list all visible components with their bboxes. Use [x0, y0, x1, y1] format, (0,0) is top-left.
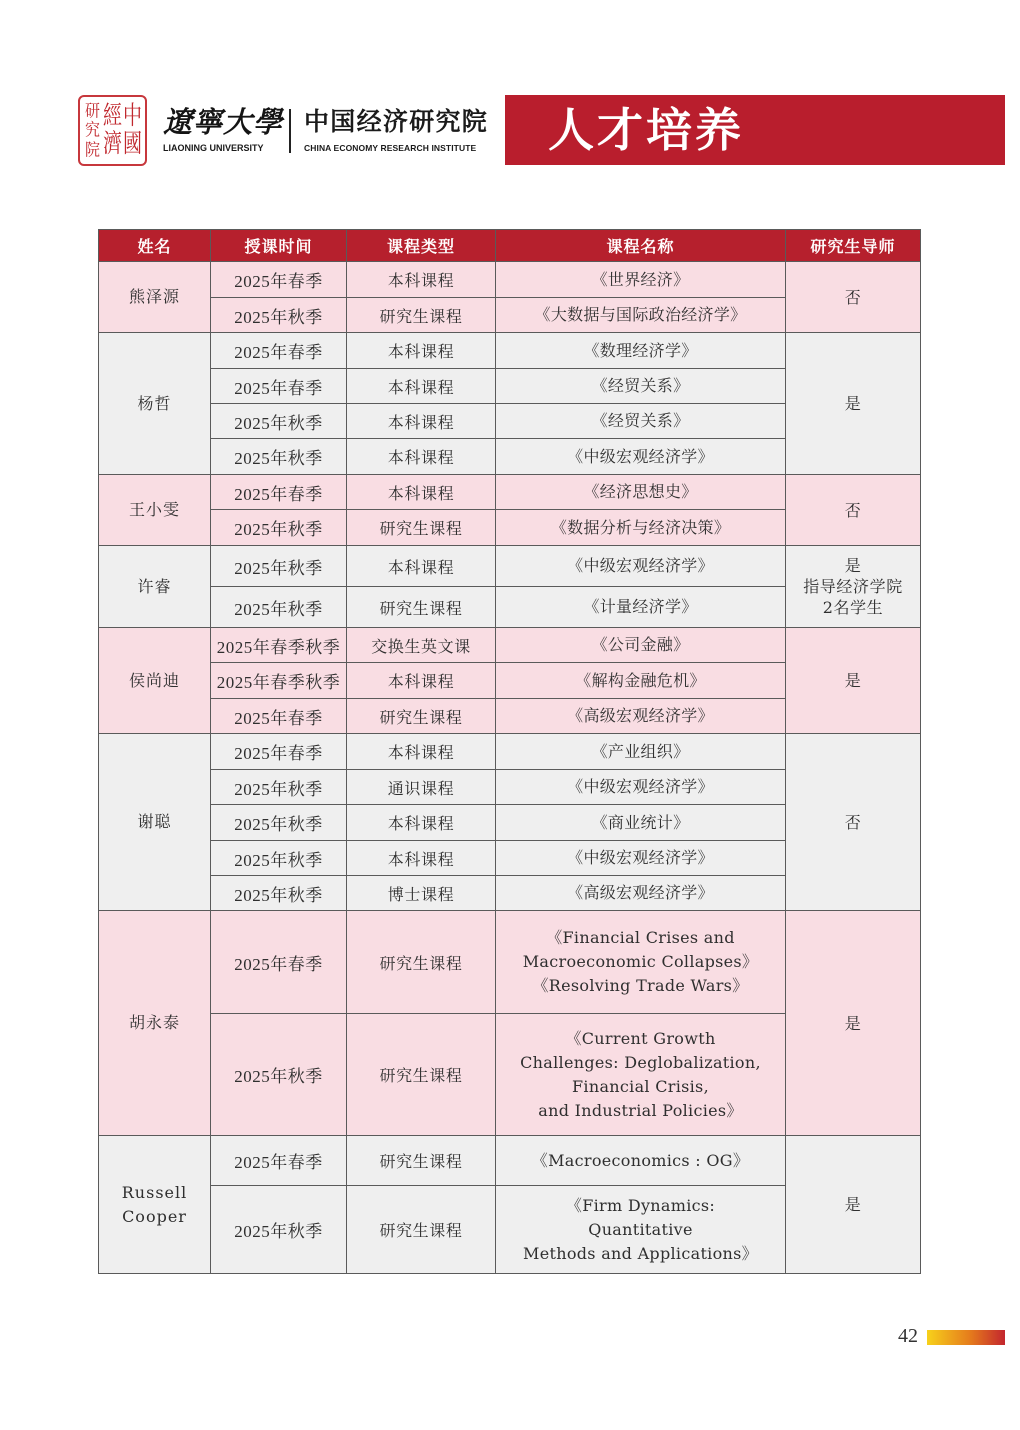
course-type-text: 本科课程 [387, 342, 455, 361]
seal-column [103, 99, 122, 162]
course-type-text: 本科课程 [387, 557, 455, 577]
course-type-text: 研究生课程 [379, 953, 463, 973]
advisor-cell [786, 734, 920, 910]
course-title-cell [496, 298, 785, 332]
advisor-line: 是 [844, 671, 862, 690]
teacher-name-cell [99, 628, 210, 733]
term-cell [211, 1136, 346, 1185]
term-cell [211, 587, 346, 627]
course-title-cell [496, 439, 785, 474]
term-text: 2025年春季 [234, 744, 323, 763]
course-type-text: 本科课程 [387, 672, 455, 691]
term-cell [211, 628, 346, 662]
teacher-name-cell [99, 911, 210, 1135]
term-cell [211, 333, 346, 368]
course-title-cell [496, 770, 785, 804]
course-title-cell [496, 369, 785, 403]
course-title-line: 《Current Growth [565, 1028, 716, 1048]
course-type-cell [347, 587, 495, 627]
course-title-cell [496, 734, 785, 769]
course-title-cell [496, 1186, 785, 1273]
column-header-name-label: 姓名 [137, 237, 172, 256]
term-cell [211, 876, 346, 910]
course-title-cell [496, 333, 785, 368]
course-title-line: 《经贸关系》 [591, 376, 690, 395]
advisor-cell [786, 475, 920, 545]
teacher-name: 熊泽源 [128, 287, 180, 306]
course-title-line: 《中级宏观经济学》 [567, 446, 714, 466]
advisor-line: 否 [844, 500, 862, 520]
course-title-line: Financial Crisis, [572, 1076, 709, 1096]
seal-character: 中 [123, 101, 143, 132]
term-cell [211, 298, 346, 332]
course-title-cell [496, 628, 785, 662]
seal-character: 濟 [103, 128, 123, 159]
course-type-text: 研究生课程 [379, 1152, 463, 1171]
course-type-cell [347, 876, 495, 910]
advisor-line: 否 [844, 812, 862, 832]
column-header-advisor [786, 230, 920, 261]
term-text: 2025年春季 [234, 954, 323, 974]
advisor-line: 是 [844, 394, 862, 413]
course-type-text: 研究生课程 [379, 1221, 463, 1240]
teacher-name: 许睿 [137, 576, 172, 596]
seal-character: 經 [103, 101, 123, 132]
course-title-line: 《世界经济》 [591, 269, 690, 289]
teacher-name-cell [99, 333, 210, 474]
course-type-cell [347, 663, 495, 698]
course-type-cell [347, 1136, 495, 1185]
term-text: 2025年秋季 [234, 1067, 323, 1086]
term-text: 2025年春季秋季 [216, 637, 341, 657]
course-title-line: 《中级宏观经济学》 [567, 848, 714, 867]
course-title-line: Quantitative [588, 1219, 693, 1239]
term-cell [211, 911, 346, 1013]
advisor-line: 是 [844, 1195, 862, 1214]
course-title-cell [496, 841, 785, 875]
course-type-cell [347, 298, 495, 332]
course-title-cell [496, 510, 785, 545]
term-text: 2025年秋季 [234, 885, 323, 905]
course-title-line: 《大数据与国际政治经济学》 [534, 305, 747, 324]
course-type-text: 研究生课程 [379, 598, 463, 618]
course-type-text: 本科课程 [387, 271, 455, 290]
course-title-line: 《中级宏观经济学》 [567, 556, 714, 575]
course-type-text: 研究生课程 [379, 1066, 463, 1085]
course-type-cell [347, 333, 495, 368]
seal-column [123, 99, 142, 162]
course-title-line: 《Financial Crises and [546, 928, 735, 947]
course-title-cell [496, 262, 785, 297]
term-text: 2025年秋季 [234, 307, 323, 327]
seal-column [83, 99, 102, 162]
course-type-cell [347, 734, 495, 769]
term-text: 2025年秋季 [234, 413, 323, 433]
course-type-text: 本科课程 [387, 483, 455, 503]
course-title-cell [496, 699, 785, 733]
term-text: 2025年秋季 [234, 1222, 323, 1241]
course-type-cell [347, 1186, 495, 1273]
course-title-cell [496, 876, 785, 910]
logo-divider [289, 109, 291, 153]
course-title-line: 《产业组织》 [591, 741, 690, 761]
advisor-cell [786, 1136, 920, 1273]
column-header-term-label: 授课时间 [244, 237, 313, 256]
course-title-line: 《数据分析与经济决策》 [550, 517, 731, 537]
course-type-text: 本科课程 [387, 412, 455, 432]
course-type-text: 本科课程 [387, 849, 455, 869]
course-type-text: 本科课程 [387, 448, 455, 467]
course-type-cell [347, 439, 495, 474]
term-text: 2025年秋季 [234, 815, 323, 834]
course-type-cell [347, 262, 495, 297]
course-type-text: 本科课程 [387, 814, 455, 833]
course-title-line: Challenges: Deglobalization, [520, 1052, 761, 1072]
term-cell [211, 734, 346, 769]
university-name-en: LIAONING UNIVERSITY [163, 143, 264, 153]
advisor-line: 2名学生 [822, 598, 884, 617]
section-title: 人才培养 [548, 103, 744, 157]
section-banner [505, 95, 1005, 165]
term-text: 2025年春季 [234, 272, 323, 291]
course-type-text: 研究生课程 [379, 707, 463, 727]
course-title-cell [496, 475, 785, 509]
teacher-name-cell [99, 734, 210, 910]
course-type-text: 本科课程 [387, 377, 455, 397]
course-type-cell [347, 699, 495, 733]
course-type-cell [347, 628, 495, 662]
course-type-cell [347, 770, 495, 804]
course-type-text: 通识课程 [387, 778, 455, 798]
course-table [98, 229, 921, 1274]
course-title-cell [496, 805, 785, 840]
advisor-line: 是 [844, 1013, 862, 1033]
course-type-cell [347, 510, 495, 545]
course-type-text: 博士课程 [387, 884, 455, 904]
advisor-cell [786, 333, 920, 474]
term-text: 2025年春季 [234, 343, 323, 362]
term-text: 2025年秋季 [234, 850, 323, 870]
course-type-text: 研究生课程 [379, 306, 463, 326]
course-type-cell [347, 805, 495, 840]
term-text: 2025年秋季 [234, 449, 323, 468]
course-title-cell [496, 546, 785, 586]
course-title-cell [496, 911, 785, 1013]
seal-character: 國 [123, 128, 143, 159]
course-title-line: 《解构金融危机》 [575, 670, 706, 690]
course-title-line: 《计量经济学》 [583, 597, 698, 616]
seal-characters [83, 99, 142, 162]
term-text: 2025年春季 [234, 378, 323, 398]
course-title-cell [496, 404, 785, 438]
course-type-cell [347, 369, 495, 403]
term-text: 2025年春季秋季 [216, 673, 341, 692]
advisor-line: 指导经济学院 [803, 577, 903, 596]
course-title-line: 《商业统计》 [591, 812, 690, 832]
course-type-cell [347, 841, 495, 875]
teacher-name-cell [99, 262, 210, 332]
column-header-name [99, 230, 210, 261]
seal-character: 究 [84, 119, 100, 141]
teacher-name: 王小雯 [128, 500, 180, 519]
term-cell [211, 1186, 346, 1273]
term-cell [211, 841, 346, 875]
course-title-cell [496, 1014, 785, 1135]
column-header-advisor-label: 研究生导师 [810, 237, 896, 256]
advisor-cell [786, 628, 920, 733]
teacher-name: Russell Cooper [121, 1182, 188, 1226]
institute-logo [304, 105, 494, 153]
term-cell [211, 439, 346, 474]
course-title-line: Macroeconomic Collapses》 [522, 952, 759, 971]
term-text: 2025年春季 [234, 484, 323, 504]
institute-name-en: CHINA ECONOMY RESEARCH INSTITUTE [304, 143, 477, 153]
advisor-cell [786, 262, 920, 332]
term-text: 2025年秋季 [234, 558, 323, 578]
course-type-text: 交换生英文课 [371, 636, 471, 656]
course-title-line: 《高级宏观经济学》 [567, 706, 714, 725]
advisor-cell [786, 546, 920, 627]
university-logo [163, 104, 285, 153]
advisor-cell [786, 911, 920, 1135]
term-cell [211, 262, 346, 297]
course-type-cell [347, 911, 495, 1013]
column-header-course-type [347, 230, 495, 261]
term-text: 2025年秋季 [234, 520, 323, 539]
term-cell [211, 475, 346, 509]
column-header-term [211, 230, 346, 261]
advisor-line: 是 [844, 556, 862, 575]
course-title-line: 《经贸关系》 [591, 411, 690, 430]
course-title-line: Methods and Applications》 [523, 1243, 758, 1263]
teacher-name: 谢聪 [137, 812, 172, 831]
course-title-cell [496, 663, 785, 698]
course-title-line: 《经济思想史》 [583, 482, 698, 501]
course-title-line: 《高级宏观经济学》 [567, 883, 714, 902]
course-title-line: 《Firm Dynamics: [565, 1195, 716, 1215]
institute-name-cn: 中国经济研究院 [304, 107, 489, 136]
term-text: 2025年秋季 [234, 599, 323, 619]
course-type-cell [347, 546, 495, 586]
course-type-text: 研究生课程 [379, 519, 463, 538]
course-type-text: 本科课程 [387, 743, 455, 762]
university-name-cn: 遼寧大學 [163, 105, 284, 139]
column-header-course-title [496, 230, 785, 261]
course-title-line: 《中级宏观经济学》 [567, 777, 714, 796]
course-title-cell [496, 1136, 785, 1185]
teacher-name: 杨哲 [137, 393, 172, 413]
teacher-name: 侯尚迪 [128, 670, 180, 690]
seal-character: 院 [84, 139, 100, 160]
term-text: 2025年秋季 [234, 779, 323, 799]
term-cell [211, 805, 346, 840]
term-cell [211, 770, 346, 804]
page-number-bar [927, 1330, 1005, 1345]
course-title-cell [496, 587, 785, 627]
term-cell [211, 1014, 346, 1135]
page-number: 42 [898, 1325, 918, 1347]
course-type-cell [347, 1014, 495, 1135]
course-type-cell [347, 404, 495, 438]
course-title-line: 《Resolving Trade Wars》 [532, 976, 749, 995]
teacher-name-cell [99, 546, 210, 627]
term-text: 2025年春季 [234, 708, 323, 728]
term-cell [211, 699, 346, 733]
course-title-line: 《Macroeconomics : OG》 [531, 1150, 750, 1170]
seal-character: 研 [84, 100, 100, 121]
term-cell [211, 663, 346, 698]
term-cell [211, 404, 346, 438]
teacher-name-cell [99, 475, 210, 545]
teacher-name-cell [99, 1136, 210, 1273]
term-text: 2025年春季 [234, 1153, 323, 1172]
course-type-cell [347, 475, 495, 509]
term-cell [211, 369, 346, 403]
advisor-line: 否 [844, 287, 862, 307]
column-header-course-title-label: 课程名称 [606, 237, 675, 256]
column-header-course-type-label: 课程类型 [386, 237, 455, 256]
course-title-line: 《数理经济学》 [583, 340, 698, 360]
course-title-line: 《公司金融》 [591, 635, 690, 654]
teacher-name: 胡永泰 [128, 1013, 180, 1032]
institute-seal-logo [78, 95, 147, 166]
course-title-line: and Industrial Policies》 [538, 1100, 743, 1120]
term-cell [211, 510, 346, 545]
term-cell [211, 546, 346, 586]
